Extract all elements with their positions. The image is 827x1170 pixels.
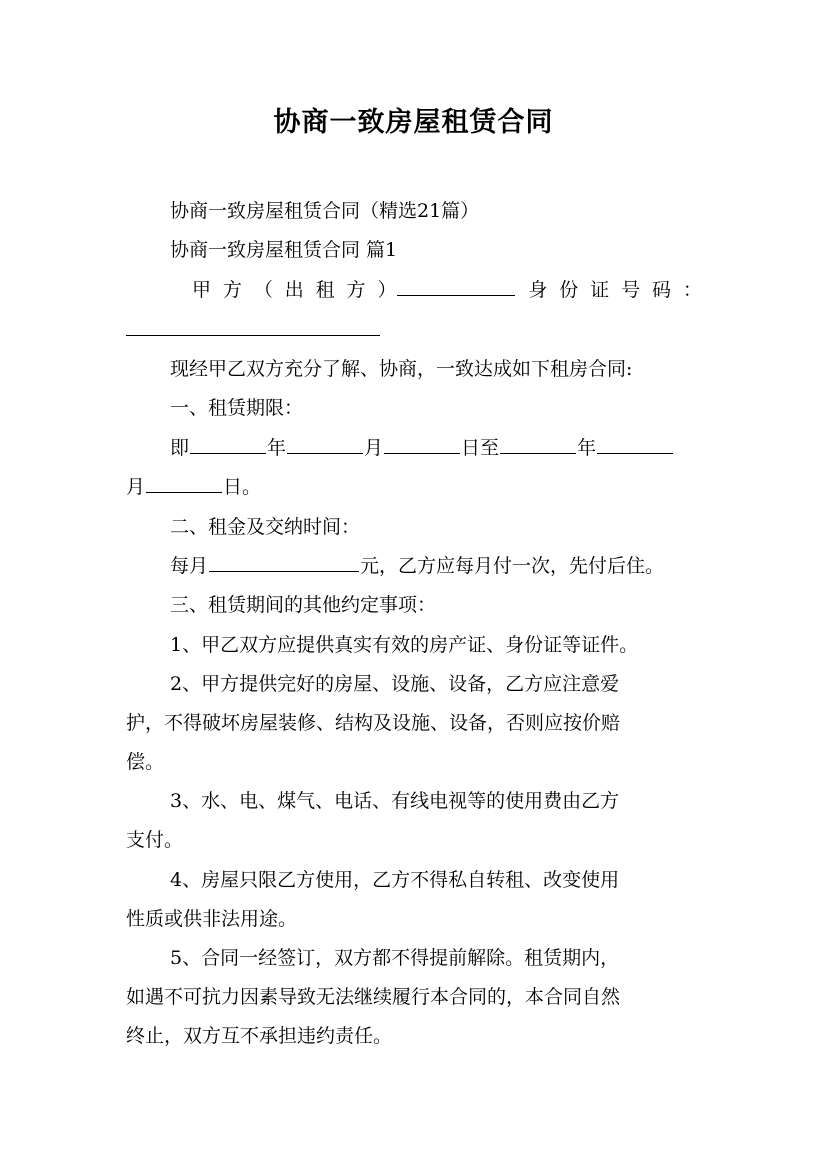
document-subtitle: 协商一致房屋租赁合同（精选21篇） bbox=[170, 200, 480, 222]
intro-paragraph: 现经甲乙双方充分了解、协商，一致达成如下租房合同: bbox=[170, 358, 633, 380]
id-label-char: 证 bbox=[590, 279, 610, 301]
item-2-line-3: 偿。 bbox=[126, 751, 165, 773]
id-label-char: ： bbox=[682, 279, 702, 301]
party-a-char: 租 bbox=[315, 279, 335, 301]
party-a-char: 甲 bbox=[192, 279, 212, 301]
item-4-line-1: 4、房屋只限乙方使用，乙方不得私自转租、改变使用 bbox=[170, 869, 620, 891]
party-a-char: （ bbox=[253, 279, 273, 301]
term-month2-text: 月 bbox=[126, 476, 146, 498]
lease-term-line bbox=[170, 435, 702, 461]
item-3-line-2: 支付。 bbox=[126, 829, 184, 851]
party-a-line bbox=[192, 277, 702, 303]
end-month-blank bbox=[597, 437, 673, 454]
rent-suffix-text: 元，乙方应每月付一次，先付后住。 bbox=[360, 555, 665, 577]
item-2-line-1: 2、甲方提供完好的房屋、设施、设备，乙方应注意爱 bbox=[170, 673, 620, 695]
start-year-blank bbox=[190, 437, 266, 454]
item-5-line-3: 终止，双方互不承担违约责任。 bbox=[126, 1025, 393, 1047]
party-a-char: ） bbox=[377, 279, 397, 301]
item-1: 1、甲乙双方应提供真实有效的房产证、身份证等证件。 bbox=[170, 634, 639, 656]
rent-amount-blank bbox=[209, 555, 359, 572]
part-heading: 协商一致房屋租赁合同 篇1 bbox=[170, 239, 398, 261]
party-a-char: 方 bbox=[222, 279, 242, 301]
section3-heading: 三、租赁期间的其他约定事项： bbox=[170, 594, 437, 616]
start-month-blank bbox=[287, 437, 363, 454]
term-month-text: 月 bbox=[364, 437, 384, 459]
id-label-char: 码 bbox=[651, 279, 671, 301]
term-year-text: 年 bbox=[267, 437, 287, 459]
term-start-text: 即 bbox=[170, 437, 190, 459]
term-year2-text: 年 bbox=[577, 437, 597, 459]
item-4-line-2: 性质或供非法用途。 bbox=[126, 908, 298, 930]
id-label-char: 号 bbox=[621, 279, 641, 301]
rent-prefix-text: 每月 bbox=[170, 555, 209, 577]
party-a-char: 出 bbox=[284, 279, 304, 301]
end-year-blank bbox=[500, 437, 576, 454]
id-number-blank bbox=[126, 319, 380, 336]
document-title: 协商一致房屋租赁合同 bbox=[273, 107, 554, 138]
lease-term-line-2 bbox=[126, 474, 702, 500]
party-a-char: 方 bbox=[346, 279, 366, 301]
id-label-char: 身 bbox=[528, 279, 548, 301]
rent-line bbox=[170, 553, 702, 579]
item-2-line-2: 护，不得破坏房屋装修、结构及设施、设备，否则应按价赔 bbox=[126, 712, 621, 734]
item-5-line-1: 5、合同一经签订，双方都不得提前解除。租赁期内， bbox=[170, 947, 620, 969]
id-label-char: 份 bbox=[559, 279, 579, 301]
end-day-blank bbox=[146, 476, 222, 493]
section1-heading: 一、租赁期限： bbox=[170, 397, 304, 419]
section2-heading: 二、租金及交纳时间： bbox=[170, 516, 361, 538]
term-day-to-text: 日至 bbox=[461, 437, 500, 459]
term-day-end-text: 日。 bbox=[223, 476, 262, 498]
item-5-line-2: 如遇不可抗力因素导致无法继续履行本合同的，本合同自然 bbox=[126, 986, 621, 1008]
id-number-line bbox=[126, 317, 702, 343]
start-day-blank bbox=[384, 437, 460, 454]
landlord-name-blank bbox=[397, 279, 515, 296]
item-3-line-1: 3、水、电、煤气、电话、有线电视等的使用费由乙方 bbox=[170, 790, 620, 812]
